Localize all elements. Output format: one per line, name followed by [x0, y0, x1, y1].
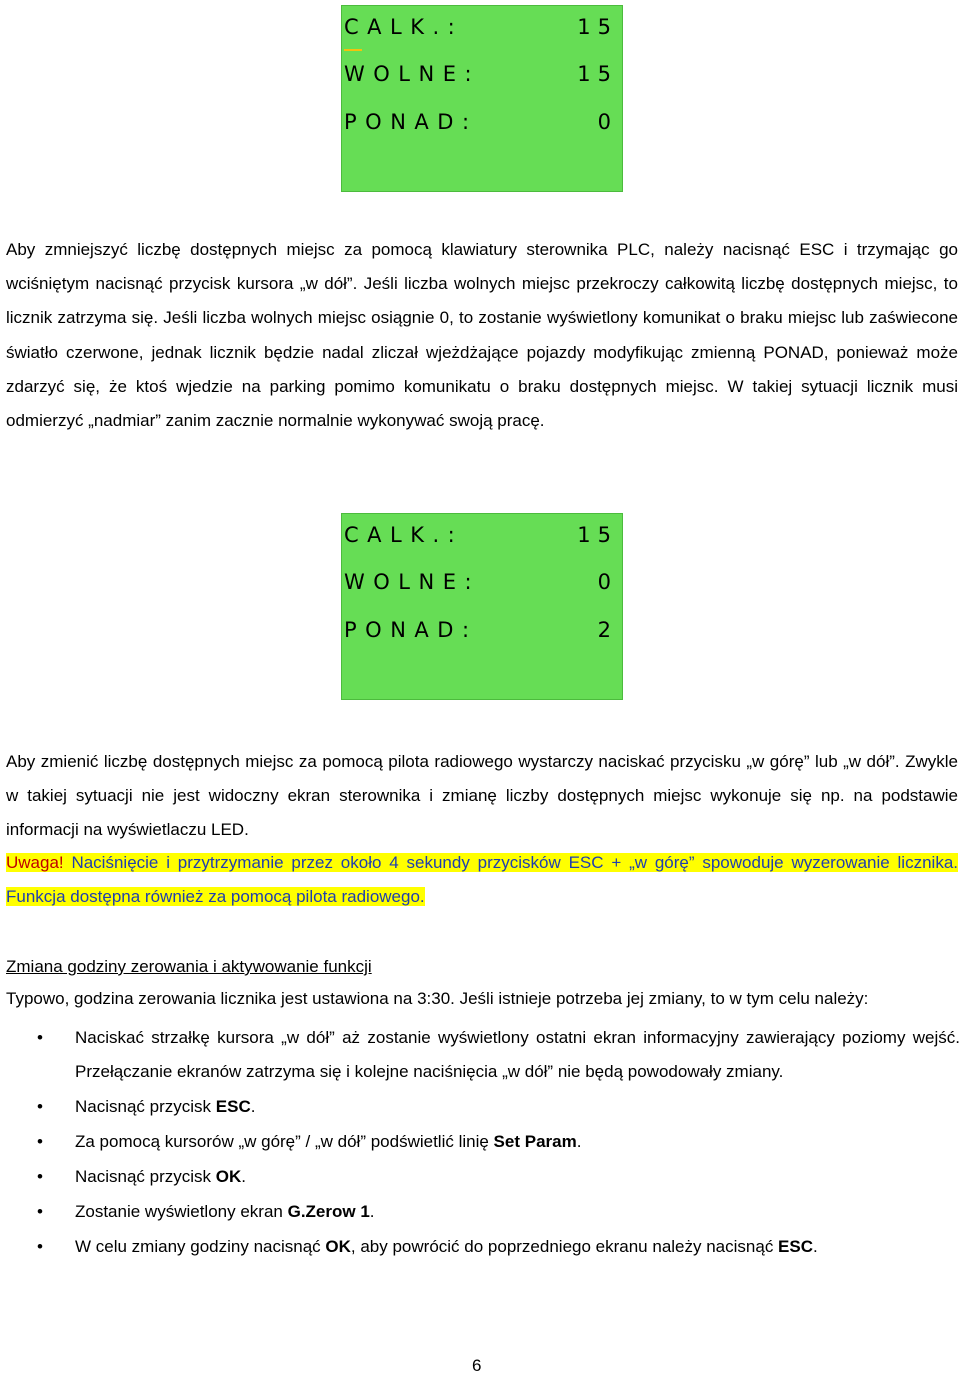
- lcd-label: CALK.:: [344, 15, 464, 39]
- step-after: .: [369, 1202, 375, 1221]
- step-after: .: [250, 1097, 256, 1116]
- lcd-row-total: [342, 523, 622, 557]
- step-bold: OK: [215, 1167, 242, 1186]
- warning-text: Naciśnięcie i przytrzymanie przez około 4 sekundy przycisków ESC + „w górę” spowoduje wyzerowanie licznika. Funkcja dostępna również za pomocą pilota radiowego.: [6, 853, 958, 907]
- bullet-icon: •: [37, 1132, 43, 1151]
- lcd-row-free: [342, 570, 622, 604]
- step-bold: Set Param: [493, 1132, 577, 1151]
- lcd-label: PONAD:: [344, 618, 478, 642]
- section-heading: Zmiana godziny zerowania i aktywowanie funkcji: [6, 957, 372, 976]
- lcd-value: 0: [597, 110, 618, 134]
- step-bold: G.Zerow 1: [287, 1202, 370, 1221]
- list-item: [0, 1230, 960, 1264]
- step-text: Za pomocą kursorów „w górę” / „w dół” podświetlić linię: [75, 1132, 494, 1151]
- list-item: [0, 1160, 960, 1194]
- list-item: [0, 1125, 960, 1159]
- lcd-label: WOLNE:: [344, 62, 481, 86]
- list-item: [0, 1021, 960, 1089]
- lcd-row-free: [342, 62, 622, 96]
- step-text: , aby powrócić do poprzedniego ekranu należy nacisnąć: [350, 1237, 779, 1256]
- lcd-label: CALK.:: [344, 523, 464, 547]
- lcd-value: 15: [577, 523, 618, 547]
- lcd-screen-2: [341, 513, 623, 700]
- lcd-value: 2: [597, 618, 618, 642]
- step-after: .: [241, 1167, 246, 1186]
- lcd-label: WOLNE:: [344, 570, 481, 594]
- steps-list: [0, 1021, 960, 1265]
- step-bold: ESC: [215, 1097, 251, 1116]
- lcd-value: 15: [577, 15, 618, 39]
- step-text: Nacisnąć przycisk: [75, 1097, 216, 1116]
- step-bold: OK: [325, 1237, 351, 1256]
- step-after: .: [813, 1237, 818, 1256]
- lcd-row-over: [342, 618, 622, 652]
- step-text: W celu zmiany godziny nacisnąć: [75, 1237, 326, 1256]
- lcd-value: 15: [577, 62, 618, 86]
- step-after: .: [576, 1132, 582, 1151]
- step-text: Zostanie wyświetlony ekran: [75, 1202, 288, 1221]
- lcd-value: 0: [597, 570, 618, 594]
- page-number: 6: [472, 1356, 482, 1375]
- bullet-icon: •: [37, 1202, 43, 1221]
- paragraph-remote-control: Aby zmienić liczbę dostępnych miejsc za pomocą pilota radiowego wystarczy naciskać przycisku „w górę” lub „w dół”. Zwykle w takiej sytuacji nie jest widoczny ekran sterownika i zmianę liczby dostępnych miejsc wykonuje się np. na podstawie informacji na wyświetlaczu LED.: [6, 752, 958, 840]
- step-text: Naciskać strzałkę kursora „w dół” aż zostanie wyświetlony ostatni ekran informacyjny zawierający poziomy wejść. Przełączanie ekranów zatrzyma się i kolejne naciśnięcia „w dół” nie będą powodowały zmiany.: [75, 1028, 960, 1081]
- step-bold: ESC: [778, 1237, 814, 1256]
- list-item: [0, 1195, 960, 1229]
- bullet-icon: •: [37, 1237, 43, 1256]
- paragraph-decrease-places: Aby zmniejszyć liczbę dostępnych miejsc za pomocą klawiatury sterownika PLC, należy nacisnąć ESC i trzymając go wciśniętym nacisnąć przycisk kursora „w dół”. Jeśli liczba wolnych miejsc przekroczy całkowitą liczbę dostępnych miejsc, to licznik zatrzyma się. Jeśli liczba wolnych miejsc osiągnie 0, to zostanie wyświetlony komunikat o braku miejsc lub zaświecone światło czerwone, jednak licznik będzie nadal zliczał wjeżdżające pojazdy modyfikując zmienną PONAD, ponieważ może zdarzyć się, że ktoś wjedzie na parking pomimo komunikatu o braku dostępnych miejsc. W takiej sytuacji licznik musi odmierzyć „nadmiar” zanim zacznie normalnie wykonywać swoją pracę.: [6, 240, 958, 431]
- lcd-label: PONAD:: [344, 110, 478, 134]
- lcd-cursor: [344, 49, 362, 51]
- lcd-row-over: [342, 110, 622, 144]
- bullet-icon: •: [37, 1167, 43, 1186]
- bullet-icon: •: [37, 1097, 43, 1116]
- paragraph-reset-time: Typowo, godzina zerowania licznika jest ustawiona na 3:30. Jeśli istnieje potrzeba jej zmiany, to w tym celu należy:: [6, 989, 869, 1008]
- warning-label: Uwaga!: [6, 853, 64, 872]
- bullet-icon: •: [37, 1028, 43, 1047]
- warning-paragraph: [6, 846, 958, 914]
- step-text: Nacisnąć przycisk: [75, 1167, 216, 1186]
- lcd-row-total: [342, 15, 622, 49]
- lcd-screen-1: [341, 5, 623, 192]
- list-item: [0, 1090, 960, 1124]
